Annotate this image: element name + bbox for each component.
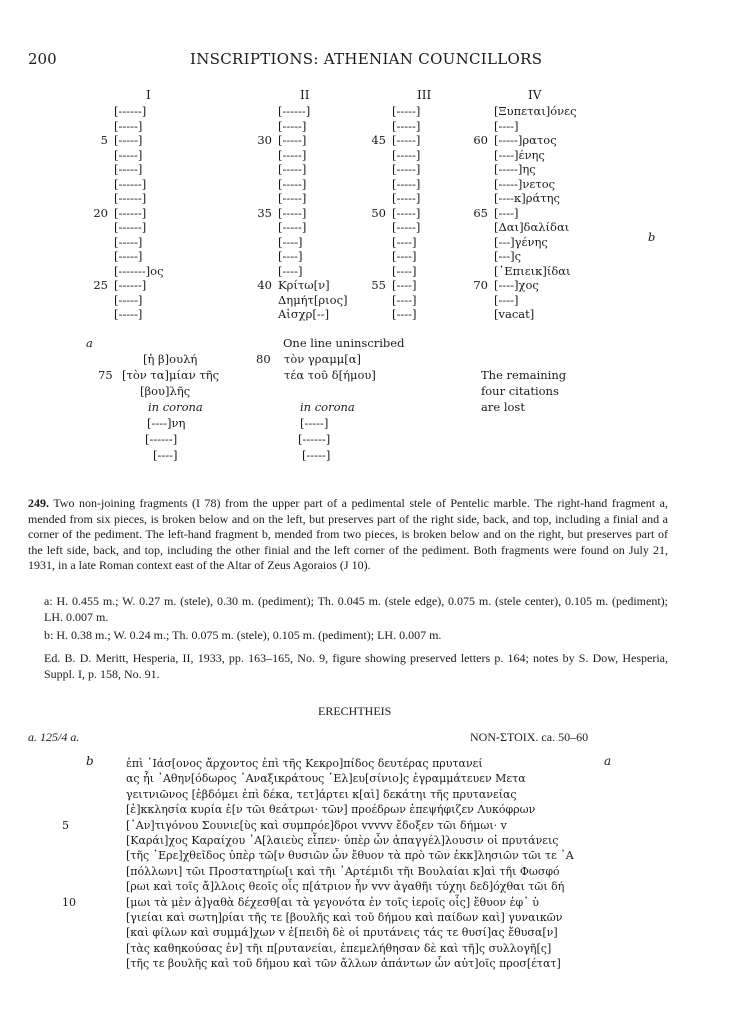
name-entry: [-----]	[392, 133, 421, 147]
name-line	[452, 133, 577, 148]
name-entry: [------]	[114, 104, 147, 118]
inscription-line: [πόλλωνι] τῶι Προστατηρίω[ι καὶ τῆι ᾿Αρτέμιδι τῆι Βουλαίαι κ]αὶ τῆι Φωσφό	[126, 864, 560, 878]
name-line	[72, 119, 164, 134]
name-line	[236, 220, 348, 235]
name-entry: [----]	[494, 292, 519, 307]
name-entry: [-----]	[392, 176, 421, 191]
line-number: 50	[371, 205, 386, 220]
name-line	[236, 191, 348, 206]
name-line	[452, 307, 577, 322]
name-entry: Αἰσχρ[--]	[278, 307, 330, 321]
name-line	[350, 133, 420, 148]
name-entry: Δημήτ[ριος]	[278, 292, 348, 307]
name-line	[236, 249, 348, 264]
inscription-line-number: 5	[62, 818, 69, 832]
inscription-line: [τῆς ᾿Ερε]χθεῖδος ὑπὲρ τῶ[ν θυσιῶν ὧν ἔθυον τὰ πρὸ τῶν ἐκκ]λησιῶν τῶι τε ᾿Α	[126, 849, 574, 863]
remaining-note-3: are lost	[481, 400, 525, 414]
name-entry: [᾿Επιεικ]ίδαι	[494, 263, 571, 278]
col1-tail-2: [τὸν τα]μίαν τῆς	[122, 368, 220, 382]
line-number: 30	[257, 133, 272, 147]
name-entry: [----]	[494, 205, 519, 220]
entry-description	[28, 496, 668, 574]
fragment-a-marker: a	[604, 754, 612, 768]
remaining-note-1: The remaining	[481, 368, 567, 382]
corona2-line-3: [-----]	[302, 448, 331, 462]
name-entry: [------]	[114, 278, 147, 292]
name-entry: [-----]	[278, 162, 307, 176]
name-line	[236, 148, 348, 163]
name-entry: [vacat]	[494, 307, 535, 321]
name-line	[236, 104, 348, 119]
name-line	[236, 119, 348, 134]
remaining-note-2: four citations	[481, 384, 559, 398]
name-line	[236, 133, 348, 148]
line-number: 55	[371, 278, 386, 292]
name-line	[72, 235, 164, 250]
name-entry: [-----]	[114, 147, 143, 162]
name-line	[350, 162, 420, 177]
name-entry: [-----]	[114, 292, 143, 307]
edition-note: Ed. B. D. Meritt, Hesperia, II, 1933, pp. 163–165, No. 9, figure showing preserved letters p. 164; notes by S. Dow, Hesperia, Suppl. I, p. 158, No. 91.	[44, 651, 668, 681]
name-entry: [------]	[114, 191, 147, 205]
name-entry: [Ξυπεται]όνες	[494, 104, 577, 118]
name-entry: [------]	[114, 205, 147, 220]
corona2-line-2: [------]	[298, 432, 331, 446]
name-line	[350, 293, 420, 308]
name-line	[72, 104, 164, 119]
name-line	[452, 162, 577, 177]
name-entry: [----]	[278, 234, 303, 249]
name-entry: [-----]	[114, 162, 143, 176]
name-column-3	[350, 104, 420, 322]
name-line	[350, 235, 420, 250]
name-entry: [-----]	[278, 118, 307, 133]
name-column-1	[72, 104, 164, 322]
inscription-line: ας ἧι ᾿Αθην[όδωρος ᾿Αναξικράτους ᾿Ελ]ευ[σίνιο]ς ἐγραμμάτευεν Μετα	[126, 772, 526, 786]
name-line	[452, 206, 577, 221]
name-line	[350, 264, 420, 279]
line-number: 60	[473, 133, 488, 147]
inscription-line: [καὶ φίλων καὶ συμμά]χων v ἐ[πειδὴ δὲ οἱ πρυτάνεις τάς τε θυσί]ας ἔθυσα[ν]	[126, 926, 558, 940]
column-heading-2: II	[300, 88, 310, 102]
name-line	[72, 293, 164, 308]
column-heading-3: III	[417, 88, 432, 102]
name-entry: [----]ένης	[494, 147, 545, 162]
corona2-line-1: [-----]	[300, 416, 329, 430]
name-line	[72, 307, 164, 322]
name-line	[350, 220, 420, 235]
line-number: 35	[257, 205, 272, 220]
fragment-b-marker: b	[86, 754, 94, 768]
fragment-label-b: b	[648, 230, 656, 244]
fragment-label-a: a	[86, 336, 93, 350]
inscription-line: [μωι τὰ μὲν ἀ]γαθὰ δέχεσθ[αι τὰ γεγονότα ἐν τοῖς ἱεροῖς οἷς] ἔθυον ἐφ᾿ ὑ	[126, 895, 539, 909]
inscription-date: a. 125/4 a.	[28, 730, 80, 744]
name-line	[452, 104, 577, 119]
name-line	[452, 119, 577, 134]
name-entry: [----]	[494, 118, 519, 133]
name-entry: [-----]	[278, 220, 307, 234]
running-title: INSCRIPTIONS: ATHENIAN COUNCILLORS	[190, 50, 543, 68]
name-line	[72, 264, 164, 279]
name-line	[236, 162, 348, 177]
name-entry: [------]	[114, 220, 147, 234]
line-number: 40	[257, 278, 272, 292]
name-line	[72, 249, 164, 264]
column-heading-1: I	[146, 88, 151, 102]
name-column-4	[452, 104, 577, 322]
name-line	[350, 206, 420, 221]
name-entry: [----]	[392, 234, 417, 249]
inscription-line: [τὰς καθηκούσας ἐν] τῆι π[ρυτανείαι, ἐπεμελήθησαν δὲ καὶ τῆ]ς συλλογῆ[ς]	[126, 941, 552, 955]
name-entry: [-----]	[392, 118, 421, 133]
col2-tail-2: τέα τοῦ δ[ήμου]	[284, 368, 376, 382]
name-line	[350, 249, 420, 264]
inscription-line: ἐπὶ ᾿Ιάσ[ονος ἄρχοντος ἐπὶ τῆς Κεκρο]πίδος δευτέρας πρυτανεί	[126, 757, 483, 770]
name-entry: [-----]	[278, 205, 307, 220]
name-entry: Κρίτω[ν]	[278, 278, 330, 292]
inscription-line: [ἐ]κκλησία κυρία ἐ[ν τῶι θεάτρωι· τῶν] προέδρων ἐπεψήφιζεν Λυκόφρων	[126, 803, 536, 817]
name-entry: [-----]	[114, 133, 143, 147]
name-entry: [-----]	[392, 162, 421, 176]
name-line	[72, 162, 164, 177]
name-entry: [Δαι]δαλίδαι	[494, 220, 570, 234]
name-entry: [-------]ος	[114, 263, 164, 278]
name-line	[452, 148, 577, 163]
column-heading-4: IV	[528, 88, 542, 102]
name-entry: [----]	[392, 263, 417, 278]
name-line	[72, 220, 164, 235]
entry-number: 249.	[28, 496, 49, 510]
name-line	[452, 191, 577, 206]
name-line	[452, 278, 577, 293]
name-entry: [-----]	[392, 104, 421, 118]
name-line	[350, 148, 420, 163]
name-entry: [-----]	[114, 307, 143, 321]
name-column-2	[236, 104, 348, 322]
name-entry: [-----]	[392, 220, 421, 234]
page-number: 200	[28, 50, 57, 68]
line-number: 5	[100, 133, 108, 147]
measurements-b: b: H. 0.38 m.; W. 0.24 m.; Th. 0.075 m. (stele), 0.105 m. (pediment); LH. 0.007 m.	[44, 628, 442, 642]
line-number: 70	[473, 278, 488, 292]
inscription-line: [᾿Αν]τιγόνου Σουνιε[ὺς καὶ συμπρόε]δροι vvvvv ἔδοξεν τῶι δήμωι· v	[126, 818, 507, 832]
col1-tail-3: [βου]λῆς	[140, 384, 191, 398]
line-number: 20	[93, 205, 108, 220]
name-entry: [----]	[392, 278, 417, 292]
name-entry: [-----]	[114, 249, 143, 263]
name-entry: [-----]ρατος	[494, 133, 557, 147]
name-line	[350, 191, 420, 206]
name-entry: [-----]	[392, 147, 421, 162]
corona1-line-1: [----]νη	[147, 416, 186, 430]
name-line	[236, 307, 348, 322]
inscription-line-number: 10	[62, 895, 76, 909]
name-line	[452, 264, 577, 279]
line-number: 25	[93, 278, 108, 292]
name-line	[350, 177, 420, 192]
name-line	[452, 249, 577, 264]
inscription-line: γειτνιῶνος [ἑβδόμει ἐπὶ δέκα, τετ]άρτει κ[αὶ] δεκάτηι τῆς πρυτανείας	[126, 787, 517, 801]
name-line	[350, 104, 420, 119]
name-line	[236, 278, 348, 293]
inscription-line: [ρωι καὶ τοῖς ἄ]λλοις θεοῖς οἷς π[άτριον ἦν vvv ἀγαθῆι τύχηι δεδ]όχθαι τῶι δή	[126, 880, 565, 894]
line-number: 65	[473, 205, 488, 220]
name-entry: [----κ]ράτης	[494, 191, 560, 205]
entry-text: Two non-joining fragments (I 78) from the upper part of a pedimental stele of Pentelic marble. The right-hand fragment a, mended from six pieces, is broken below and on the left, but preserves part of the right side, back, and top, including a finial and a corner of the pediment. The left-hand fragment b, mended from two pieces, is broken below and on the right, but preserves part of the left side, back, and top, including the other finial and the left corner of the pediment. Both fragments were found on July 21, 1931, in a late Roman context east of the Altar of Zeus Agoraios (J 10).	[28, 496, 668, 572]
col1-tail-1: [ἡ β]ουλή	[143, 352, 198, 366]
name-line	[236, 264, 348, 279]
name-line	[72, 206, 164, 221]
name-entry: [-----]	[392, 205, 421, 220]
name-line	[72, 133, 164, 148]
name-entry: [-----]	[278, 191, 307, 205]
col2-tail-1: τὸν γραμμ[α]	[284, 352, 362, 366]
stoichedon-note: NON-ΣΤΟΙΧ. ca. 50–60	[470, 730, 589, 744]
inscription-line: [Καράι]χος Καραίχου ᾿Α[λαιεὺς εἶπεν· ὑπὲρ ὧν ἀπαγγέλ]λουσιν οἱ πρυτάνεις	[126, 834, 559, 847]
name-entry: [----]χος	[494, 278, 539, 292]
name-entry: [----]	[392, 307, 417, 321]
name-line	[452, 220, 577, 235]
col1-tail-num: 75	[98, 368, 113, 382]
name-line	[72, 177, 164, 192]
in-corona-1: in corona	[148, 400, 203, 414]
name-entry: [-----]	[392, 191, 421, 205]
name-entry: [-----]νετος	[494, 176, 556, 191]
name-line	[72, 148, 164, 163]
name-entry: [----]	[392, 249, 417, 263]
name-line	[350, 307, 420, 322]
name-line	[452, 293, 577, 308]
name-entry: [------]	[278, 104, 311, 118]
uninscribed-note: One line uninscribed	[283, 336, 405, 350]
name-entry: [----]	[278, 249, 303, 263]
name-entry: [---]γένης	[494, 234, 548, 249]
name-line	[236, 177, 348, 192]
corona1-line-2: [------]	[145, 432, 178, 446]
name-line	[236, 206, 348, 221]
name-line	[350, 119, 420, 134]
tribe-heading: ERECHTHEIS	[318, 704, 392, 718]
name-entry: [----]	[392, 292, 417, 307]
name-entry: [-----]	[278, 133, 307, 147]
inscription-line: [γιείαι καὶ σωτη]ρίαι τῆς τε [βουλῆς καὶ τοῦ δήμου καὶ παίδων καὶ] γυναικῶν	[126, 911, 563, 924]
measurements-a: a: H. 0.455 m.; W. 0.27 m. (stele), 0.30 m. (pediment); Th. 0.045 m. (stele edge), 0.075 m. (stele center), 0.105 m. (pediment); LH. 0.007 m.	[44, 594, 668, 624]
name-line	[236, 293, 348, 308]
name-entry: [-----]	[114, 234, 143, 249]
name-entry: [-----]	[114, 118, 143, 133]
name-line	[72, 278, 164, 293]
name-line	[350, 278, 420, 293]
line-number: 45	[371, 133, 386, 147]
name-entry: [------]	[114, 176, 147, 191]
name-entry: [----]	[278, 263, 303, 278]
name-entry: [-----]	[278, 176, 307, 191]
inscription-line: [τῆς τε βουλῆς καὶ τοῦ δήμου καὶ τῶν ἄλλων ἁπάντων ὧν αὐτ]οῖς προσ[έτατ]	[126, 957, 561, 971]
name-line	[452, 235, 577, 250]
name-line	[236, 235, 348, 250]
name-line	[72, 191, 164, 206]
name-entry: [---]ς	[494, 249, 522, 263]
name-line	[452, 177, 577, 192]
in-corona-2: in corona	[300, 400, 355, 414]
name-entry: [-----]	[278, 147, 307, 162]
name-entry: [-----]ης	[494, 162, 536, 176]
col2-tail-num: 80	[256, 352, 271, 366]
corona1-line-3: [----]	[153, 448, 178, 462]
